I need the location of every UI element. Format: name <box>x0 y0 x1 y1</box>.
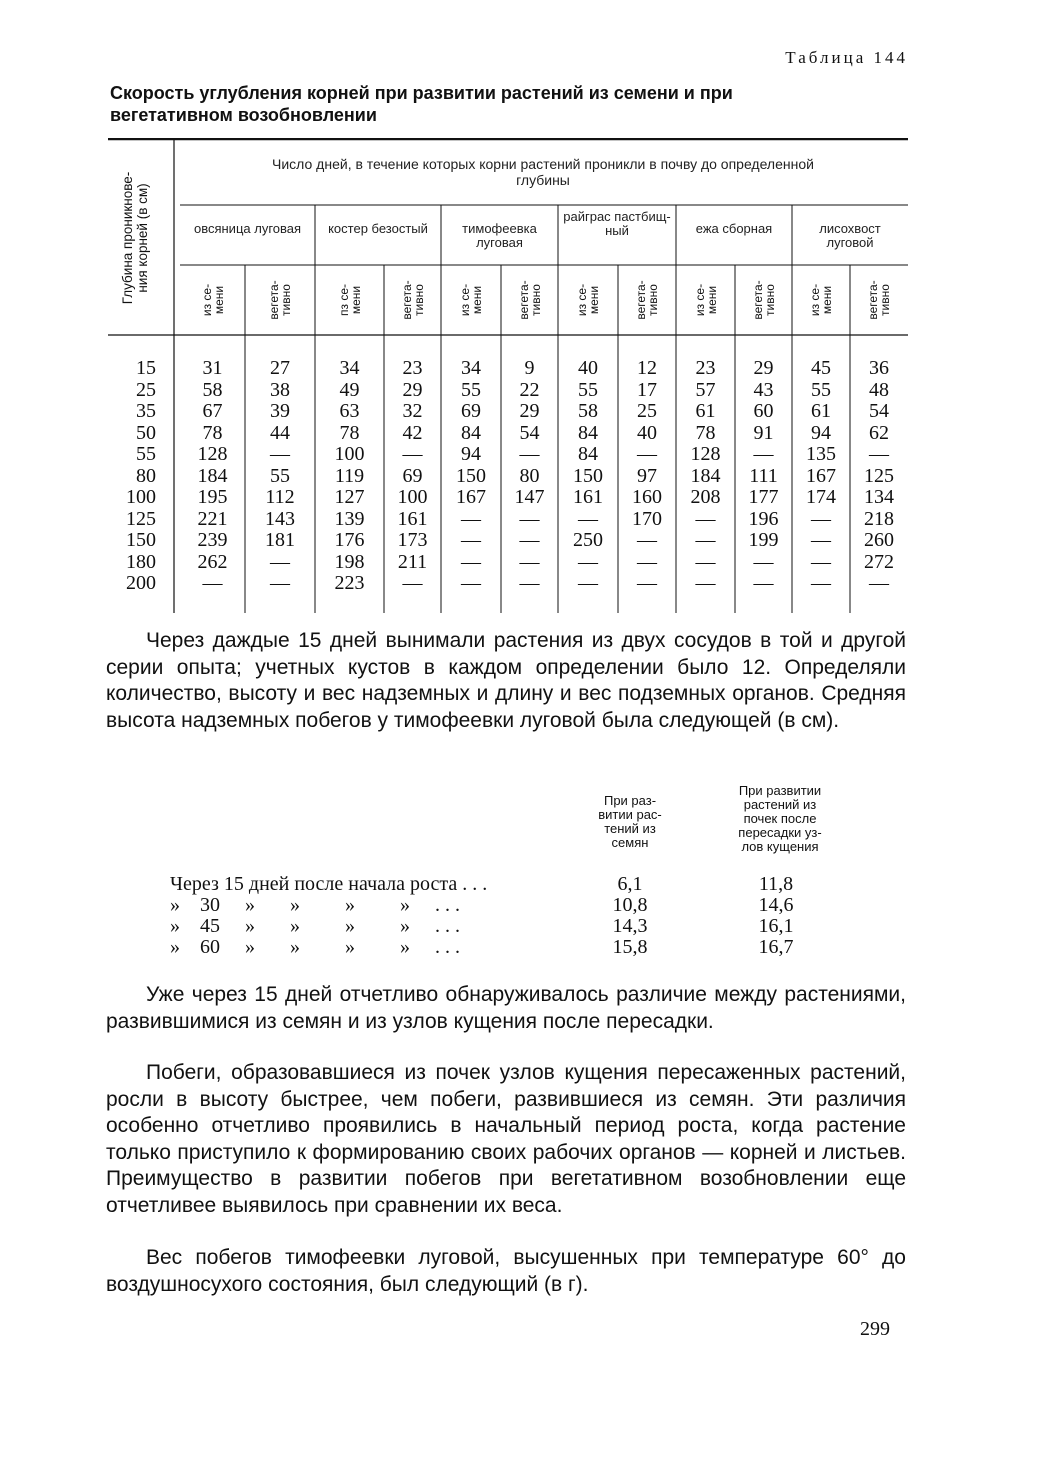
table-cell: — <box>811 550 831 573</box>
depth-column-header: Глубина проникнове- ния корней (в см) <box>120 171 150 305</box>
table-cell: — <box>695 507 716 530</box>
table-cell: — <box>519 507 540 530</box>
table-cell: 100 <box>397 486 428 508</box>
table-cell: 160 <box>632 486 662 508</box>
table-cell: — <box>270 443 290 465</box>
table-cell: 147 <box>514 486 545 508</box>
height-seed-value: 14,3 <box>612 915 648 937</box>
height-veg-value: 14,6 <box>758 894 794 916</box>
table-cell: — <box>637 443 657 465</box>
depth-value: 125 <box>126 507 156 530</box>
depth-value: 200 <box>126 572 156 594</box>
table-cell: 239 <box>197 529 228 551</box>
height-row-label: » 30 » » » » . . . <box>170 894 460 916</box>
table-cell: 218 <box>864 507 894 530</box>
table-number-label: Таблица 144 <box>785 48 908 67</box>
depth-value: 100 <box>126 486 156 508</box>
table-cell: 128 <box>197 443 228 465</box>
table-cell: 181 <box>265 529 295 551</box>
species-header: райграс пастбищ-ный <box>563 209 671 238</box>
table-cell: 150 <box>456 464 486 487</box>
table-cell: 25 <box>637 400 657 422</box>
subheader-from-seed: из се- мени <box>575 283 601 317</box>
paragraph-3-text: Побеги, образовавшиеся из почек узлов кущения пересаженных растений, росли в высоту быстрее, чем побеги, развившиеся из семян. Эти различия особенно отчетливо проявились в начальный период роста, когда растение только приступило к формированию своих рабочих органов — корней и листьев. Преимущество в развитии побегов при вегетативном возобновлении еще отчетливее выявилось при сравнении их веса. <box>106 1061 906 1217</box>
table-cell: 150 <box>573 464 603 487</box>
table-cell: 78 <box>339 421 360 444</box>
table-cell: 119 <box>334 464 365 487</box>
table-cell: — <box>519 529 540 551</box>
table-cell: 143 <box>265 507 295 530</box>
subheader-from-seed: из се- мени <box>199 283 226 317</box>
subheader-vegetative: вегета- тивно <box>267 280 293 320</box>
depth-value: 55 <box>136 443 156 465</box>
table-cell: 184 <box>690 464 721 487</box>
depth-value: 180 <box>126 550 156 573</box>
table-cell: 94 <box>811 421 831 444</box>
height-seed-value: 10,8 <box>612 894 648 916</box>
table-cell: 272 <box>864 550 894 573</box>
table-cell: 211 <box>397 550 428 573</box>
table-cell: 54 <box>519 421 540 444</box>
table-cell: — <box>753 443 774 465</box>
table-cell: 58 <box>202 378 223 401</box>
table-cell: 78 <box>695 421 716 444</box>
table-cell: — <box>519 572 540 594</box>
table-cell: 32 <box>402 400 423 422</box>
table-cell: 55 <box>811 378 831 401</box>
paragraph-4-text: Вес побегов тимофеевки луговой, высушенных при температуре 60° до воздушносухого состояния, был следующий (в г). <box>106 1246 906 1296</box>
subheader-vegetative: вегета- тивно <box>866 280 892 320</box>
table-cell: 60 <box>753 400 774 422</box>
table-cell: 223 <box>334 572 365 594</box>
paragraph-1 <box>106 628 906 734</box>
table-cell: 69 <box>402 464 423 487</box>
table-cell: 208 <box>690 486 721 508</box>
height-veg-value: 16,1 <box>758 915 794 937</box>
table-cell: 125 <box>864 464 894 487</box>
height-col-veg-header: При развитии растений из почек после пересадки уз- лов кущения <box>738 783 822 854</box>
table-cell: — <box>578 572 598 594</box>
table-cell: 23 <box>695 357 716 379</box>
table-cell: 94 <box>461 443 481 465</box>
table-cell: 111 <box>749 464 778 487</box>
height-row-label: Через 15 дней после начала роста . . . <box>170 873 488 895</box>
table-caption: Скорость углубления корней при развитии растений из семени и при вегетативном возобновлении <box>110 83 733 125</box>
table-cell: 173 <box>397 529 428 551</box>
table-cell: — <box>402 443 423 465</box>
table-cell: 84 <box>461 421 481 444</box>
table-cell: 262 <box>197 550 228 573</box>
table-cell: — <box>578 507 598 530</box>
table-cell: — <box>202 572 223 594</box>
table-cell: 49 <box>339 378 360 401</box>
table-cell: 67 <box>202 400 223 422</box>
table-cell: 78 <box>202 421 223 444</box>
table-cell: 221 <box>197 507 228 530</box>
table-cell: 250 <box>573 529 603 551</box>
table-cell: — <box>461 529 481 551</box>
table-cell: 57 <box>695 378 716 401</box>
subheader-vegetative: вегета- тивно <box>516 280 543 320</box>
height-seed-value: 6,1 <box>617 873 643 895</box>
table-cell: 161 <box>573 486 603 508</box>
table-cell: — <box>695 572 716 594</box>
table-cell: — <box>519 550 540 573</box>
table-cell: — <box>578 550 598 573</box>
table-cell: 12 <box>637 357 657 379</box>
table-cell: 260 <box>864 529 894 551</box>
subheader-vegetative: вегета- тивно <box>750 280 777 320</box>
table-cell: 39 <box>270 400 290 422</box>
table-cell: — <box>811 507 831 530</box>
table-cell: 161 <box>397 507 428 530</box>
table-cell: 34 <box>339 357 360 379</box>
table-cell: 55 <box>578 378 598 401</box>
table-cell: 29 <box>519 400 540 422</box>
subheader-from-seed: пз се- мени <box>336 284 363 317</box>
depth-value: 15 <box>136 357 156 379</box>
table-cell: 195 <box>197 486 228 508</box>
depth-value: 25 <box>136 378 156 401</box>
depth-value: 50 <box>136 421 156 444</box>
table-cell: 69 <box>461 400 481 422</box>
table-cell: 196 <box>748 507 779 530</box>
depth-value: 35 <box>136 400 156 422</box>
table-cell: — <box>637 550 657 573</box>
table-cell: 44 <box>270 421 290 444</box>
table-cell: 45 <box>811 357 831 379</box>
table-cell: 135 <box>806 443 836 465</box>
table-cell: — <box>461 550 481 573</box>
table-cell: 34 <box>461 357 481 379</box>
page-number: 299 <box>860 1318 890 1340</box>
species-header: овсяница луговая <box>193 221 302 236</box>
table-cell: 139 <box>334 507 365 530</box>
table-cell: 17 <box>637 378 657 401</box>
table-cell: 61 <box>695 400 716 422</box>
paragraph-3 <box>106 1060 906 1219</box>
table-cell: 40 <box>637 421 657 444</box>
table-cell: 100 <box>334 443 365 465</box>
table-cell: 61 <box>811 400 831 422</box>
table-cell: — <box>753 572 774 594</box>
table-cell: — <box>461 572 481 594</box>
table-cell: 48 <box>869 378 889 401</box>
paragraph-4 <box>106 1245 906 1298</box>
table-cell: 9 <box>524 357 535 379</box>
table-cell: 23 <box>402 357 423 379</box>
table-cell: 27 <box>270 357 290 379</box>
height-col-seed-header: При раз- витии рас- тений из семян <box>598 793 662 850</box>
depth-value: 80 <box>136 464 156 487</box>
table-cell: 55 <box>461 378 481 401</box>
subheader-from-seed: из се- мени <box>458 283 484 317</box>
table-cell: 29 <box>753 357 774 379</box>
table-cell: 184 <box>197 464 228 487</box>
species-header: ежа сборная <box>695 221 773 236</box>
table-cell: 40 <box>578 357 598 379</box>
table-cell: — <box>637 529 657 551</box>
height-row-label: » 45 » » » » . . . <box>170 915 460 937</box>
table-cell: 112 <box>265 486 295 508</box>
table-cell: — <box>695 550 716 573</box>
paragraph-2 <box>106 982 906 1035</box>
table-cell: 55 <box>270 464 290 487</box>
table-cell: — <box>519 443 540 465</box>
height-veg-value: 11,8 <box>758 873 794 895</box>
span-header: Число дней, в течение которых корни растений проникли в почву до определенной глубины <box>272 156 814 188</box>
table-cell: 38 <box>270 378 290 401</box>
table-cell: 174 <box>806 486 836 508</box>
subheader-from-seed: из се- мени <box>692 283 719 317</box>
table-cell: — <box>695 529 716 551</box>
table-cell: 62 <box>869 421 889 444</box>
table-cell: 199 <box>748 529 779 551</box>
table-cell: — <box>753 550 774 573</box>
species-header: тимофеевка луговая <box>462 221 537 250</box>
subheader-vegetative: вегета- тивно <box>399 280 426 320</box>
paragraph-2-text: Уже через 15 дней отчетливо обнаруживалось различие между растениями, развившимися из семян и из узлов кущения после пересадки. <box>106 983 906 1033</box>
shoot-height-table <box>100 783 900 960</box>
table-cell: 43 <box>753 378 774 401</box>
table-cell: 167 <box>806 464 836 487</box>
table-cell: 128 <box>690 443 721 465</box>
table-cell: 80 <box>519 464 540 487</box>
table-cell: 127 <box>334 486 365 508</box>
table-cell: 22 <box>519 378 540 401</box>
table-cell: 58 <box>578 400 598 422</box>
table-cell: 97 <box>637 464 657 487</box>
depth-value: 150 <box>126 529 156 551</box>
table-cell: 54 <box>869 400 889 422</box>
table-cell: — <box>461 507 481 530</box>
table-cell: 198 <box>334 550 365 573</box>
table-cell: 134 <box>864 486 894 508</box>
species-header: лисохвост луговой <box>819 221 881 250</box>
paragraph-1-text: Через даждые 15 дней вынимали растения из двух сосудов в той и другой серии опыта; учетных кустов в каждом определении было 12. Определяли количество, высоту и вес надземных и длину и вес подземных органов. Средняя высота надземных побегов у тимофеевки луговой была следующей (в см). <box>106 629 906 732</box>
table-cell: 63 <box>339 400 360 422</box>
table-cell: 84 <box>578 421 598 444</box>
height-seed-value: 15,8 <box>612 936 648 958</box>
table-cell: 84 <box>578 443 598 465</box>
table-cell: 31 <box>202 357 223 379</box>
table-cell: 167 <box>456 486 486 508</box>
table-cell: — <box>270 550 290 573</box>
table-cell: 170 <box>632 507 662 530</box>
subheader-vegetative: вегета- тивно <box>634 280 660 320</box>
table-cell: — <box>869 443 889 465</box>
root-depth-table <box>108 138 908 613</box>
table-cell: 42 <box>402 421 423 444</box>
table-cell: — <box>402 572 423 594</box>
species-header: костер безостый <box>328 221 428 236</box>
table-cell: 177 <box>748 486 779 508</box>
table-cell: — <box>637 572 657 594</box>
table-cell: 36 <box>869 357 889 379</box>
height-veg-value: 16,7 <box>758 936 794 958</box>
table-cell: 29 <box>402 378 423 401</box>
subheader-from-seed: из се- мени <box>808 283 834 317</box>
table-cell: 91 <box>753 421 774 444</box>
table-cell: — <box>270 572 290 594</box>
table-cell: 176 <box>334 529 365 551</box>
height-row-label: » 60 » » » » . . . <box>170 936 460 958</box>
table-cell: — <box>869 572 889 594</box>
table-cell: — <box>811 572 831 594</box>
table-cell: — <box>811 529 831 551</box>
